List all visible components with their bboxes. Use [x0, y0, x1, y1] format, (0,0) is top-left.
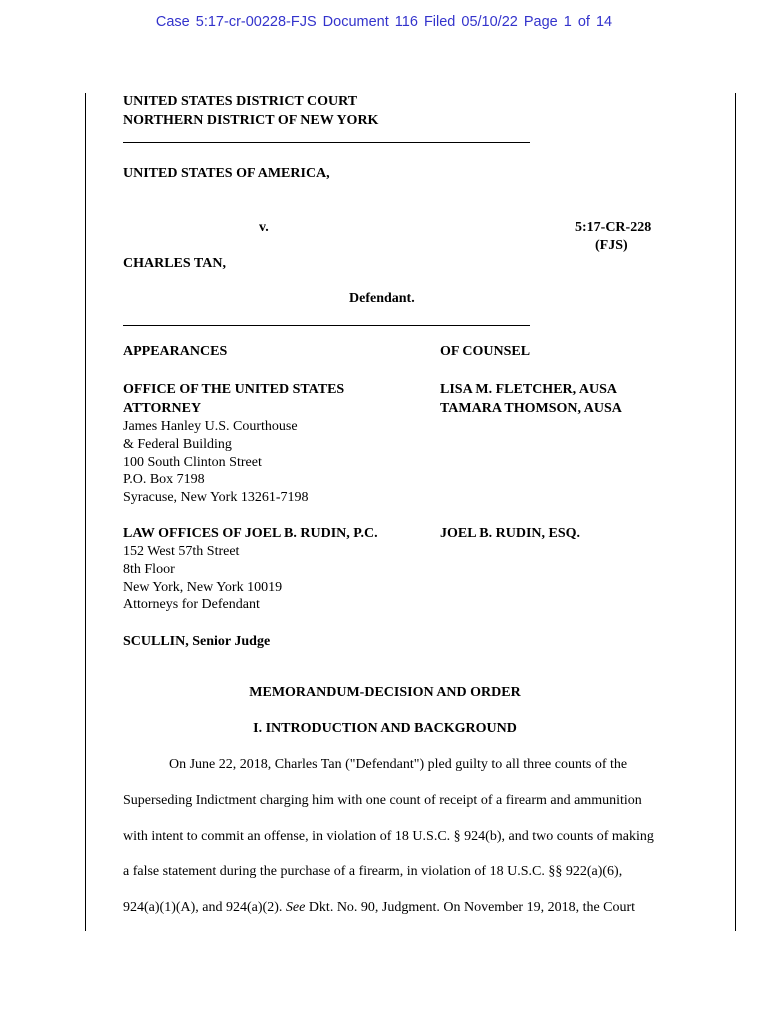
office2-name: LAW OFFICES OF JOEL B. RUDIN, P.C.	[123, 526, 378, 541]
office2-address	[123, 543, 282, 614]
address-line: New York, New York 10019	[123, 579, 283, 595]
appearances-heading: APPEARANCES	[123, 344, 228, 359]
address-line: Syracuse, New York 13261-7198	[123, 490, 309, 506]
court-district: NORTHERN DISTRICT OF NEW YORK	[123, 113, 379, 128]
see-signal: See	[285, 900, 306, 915]
caption-rule-top	[123, 142, 530, 143]
body-line-4: a false statement during the purchase of a firearm, in violation of 18 U.S.C. §§ 922(a)(6),	[123, 864, 623, 879]
caption-rule-bottom	[123, 325, 530, 326]
judge-line: SCULLIN, Senior Judge	[123, 634, 271, 649]
office1-name-line2: ATTORNEY	[123, 401, 202, 416]
body-line-5	[123, 900, 635, 916]
case-number: 5:17-CR-228	[575, 220, 652, 235]
office1-name-line1: OFFICE OF THE UNITED STATES	[123, 382, 345, 397]
body-line-2: Superseding Indictment charging him with one count of receipt of a firearm and ammunition	[123, 793, 642, 808]
counsel1-line1: LISA M. FLETCHER, AUSA	[440, 382, 617, 397]
address-line: P.O. Box 7198	[123, 472, 205, 488]
body-line-5-start: 924(a)(1)(A), and 924(a)(2).	[123, 900, 283, 915]
counsel2: JOEL B. RUDIN, ESQ.	[440, 526, 581, 541]
right-margin-line	[735, 93, 736, 931]
address-line: James Hanley U.S. Courthouse	[123, 419, 298, 434]
document-title: MEMORANDUM-DECISION AND ORDER	[249, 685, 521, 700]
versus: v.	[259, 220, 269, 235]
counsel1-line2: TAMARA THOMSON, AUSA	[440, 401, 622, 416]
defendant-label: Defendant.	[349, 291, 415, 306]
address-line: 8th Floor	[123, 561, 175, 577]
body-line-1: On June 22, 2018, Charles Tan ("Defendant") pled guilty to all three counts of the	[169, 757, 628, 772]
body-line-5-end: Dkt. No. 90, Judgment. On November 19, 2018, the Court	[308, 900, 636, 915]
left-margin-line	[85, 93, 86, 931]
address-line: Attorneys for Defendant	[123, 597, 260, 613]
address-line: 152 West 57th Street	[123, 544, 240, 559]
case-header: Case 5:17-cr-00228-FJS Document 116 Filed 05/10/22 Page 1 of 14	[155, 14, 613, 30]
plaintiff: UNITED STATES OF AMERICA,	[123, 166, 330, 181]
court-name: UNITED STATES DISTRICT COURT	[123, 94, 358, 109]
address-line: 100 South Clinton Street	[123, 454, 262, 470]
address-line: & Federal Building	[123, 436, 232, 452]
office1-address	[123, 418, 309, 507]
defendant-name: CHARLES TAN,	[123, 256, 226, 271]
section-heading: I. INTRODUCTION AND BACKGROUND	[253, 721, 517, 736]
body-line-3: with intent to commit an offense, in violation of 18 U.S.C. § 924(b), and two counts of making	[123, 829, 654, 844]
judge-code: (FJS)	[595, 238, 628, 253]
of-counsel-heading: OF COUNSEL	[440, 344, 531, 359]
